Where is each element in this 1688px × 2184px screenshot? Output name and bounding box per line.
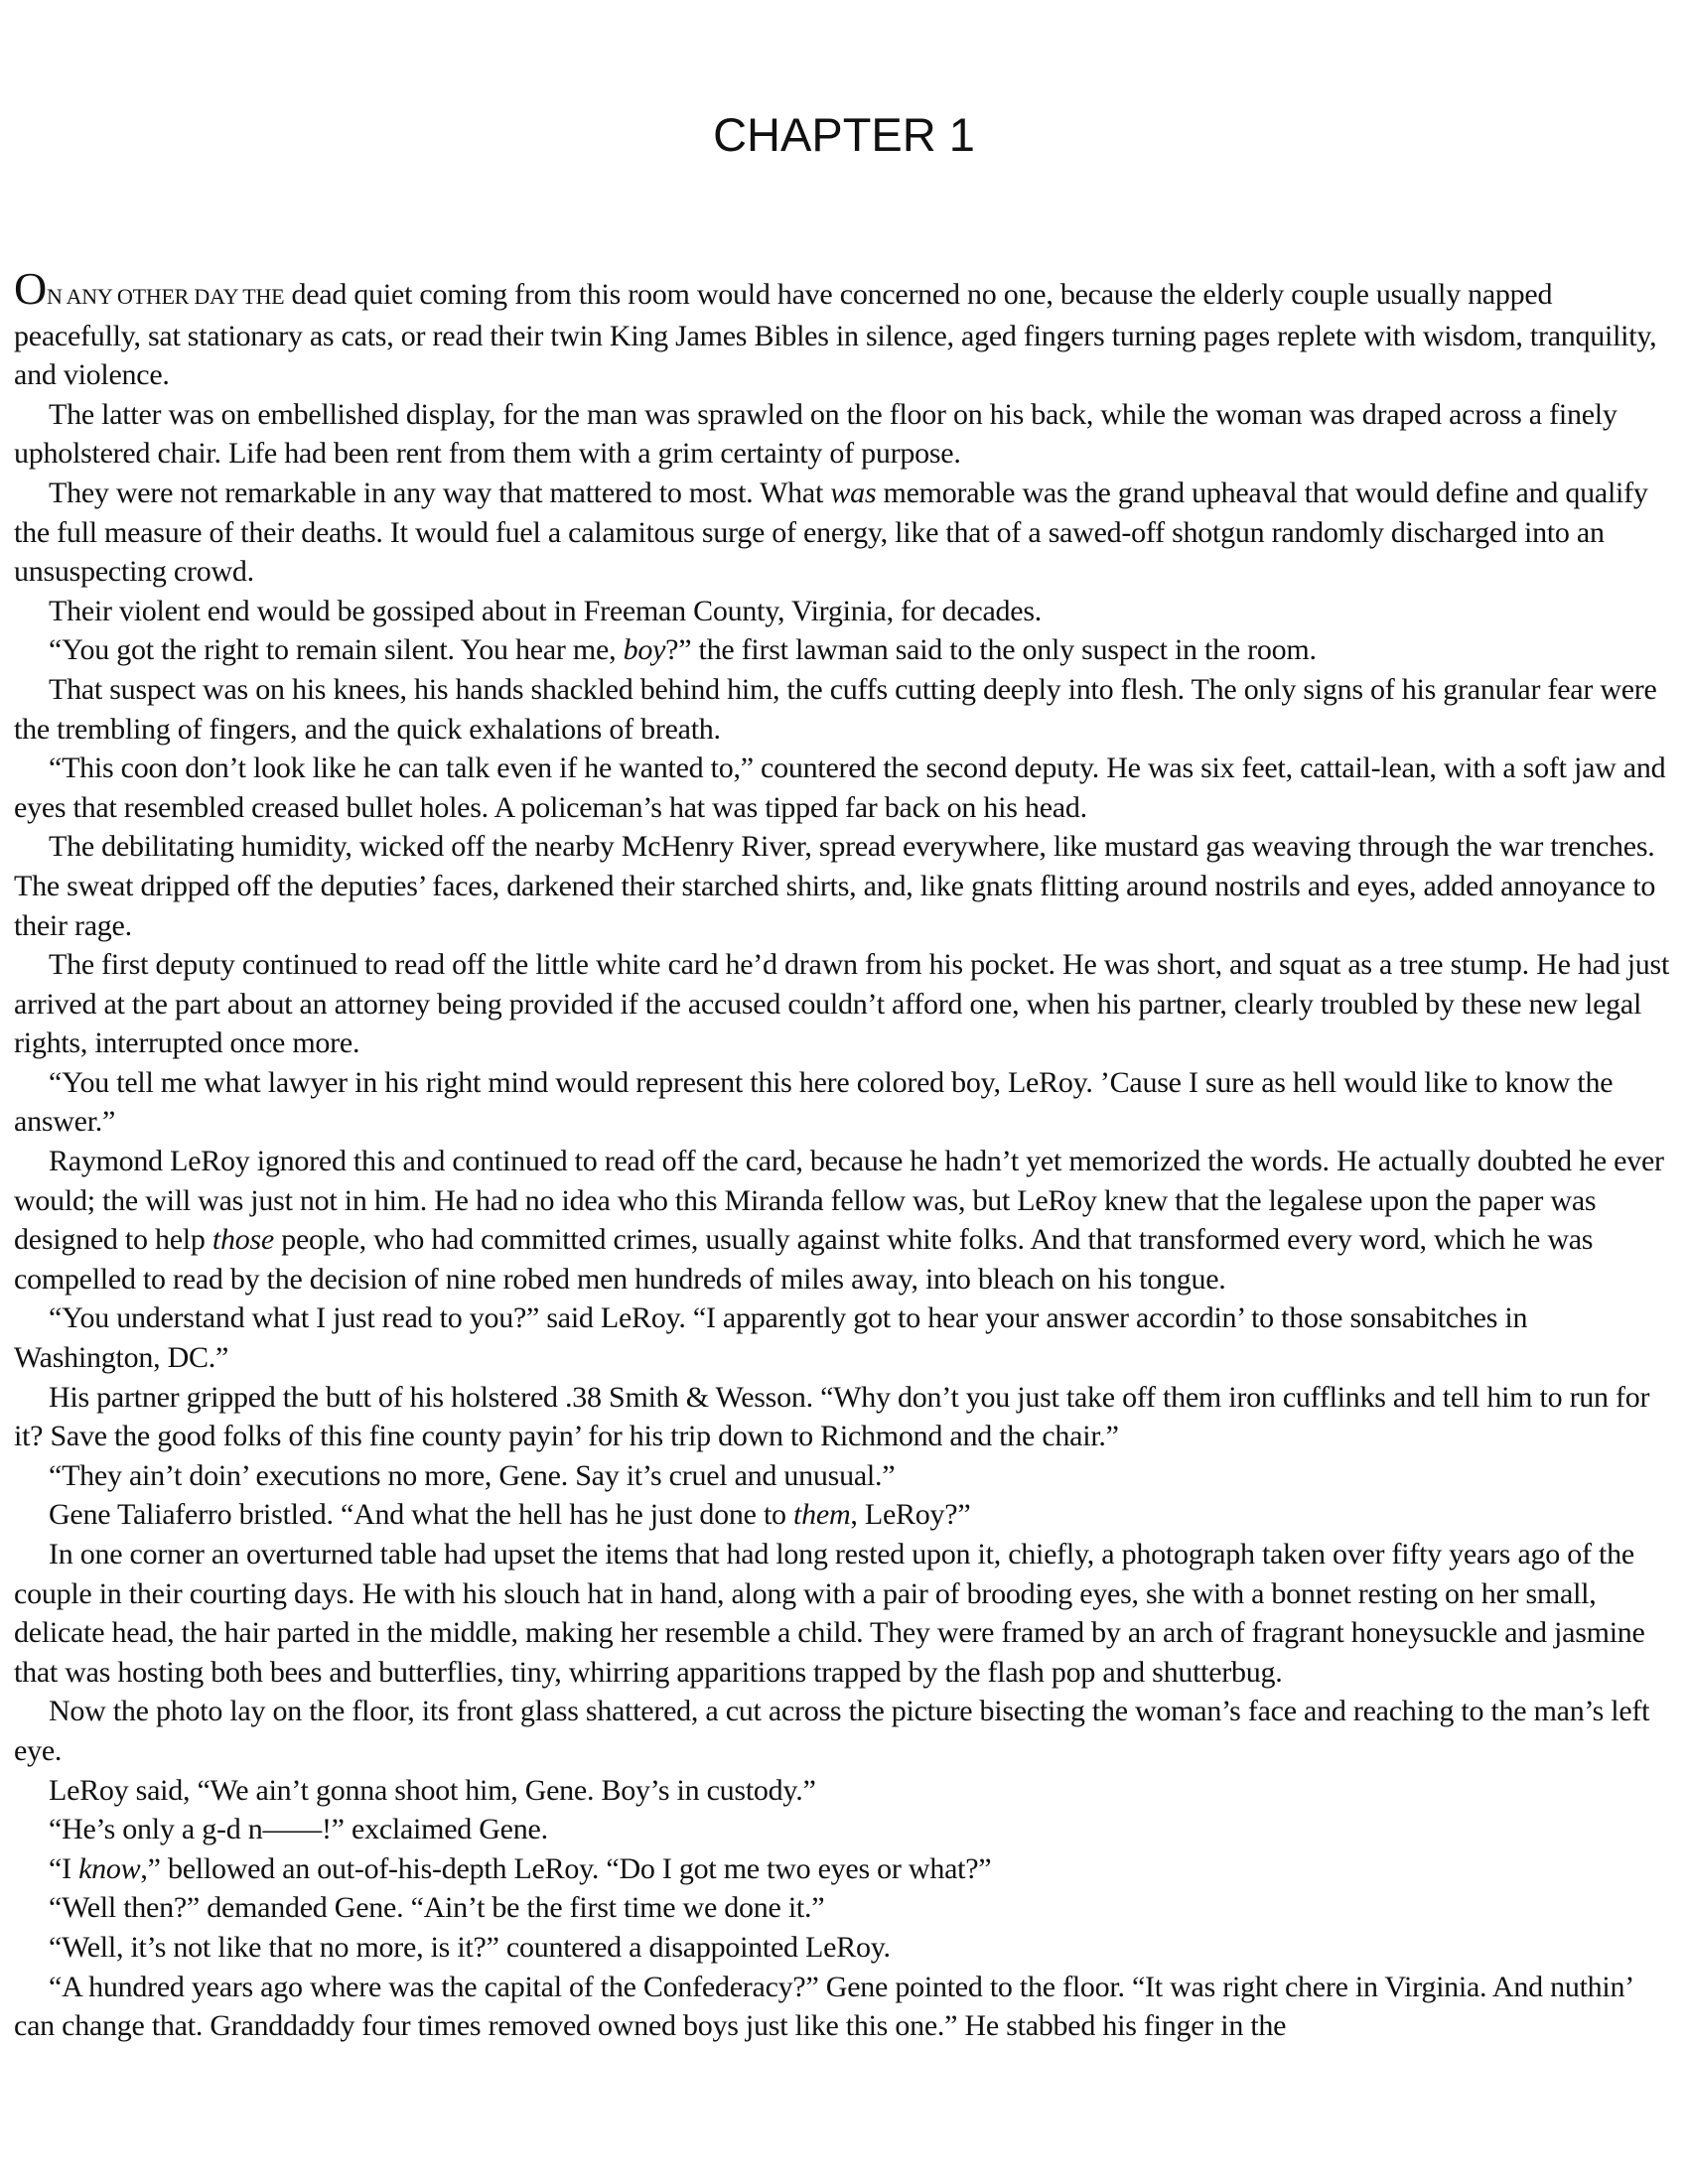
- italic-text: those: [211, 1223, 274, 1257]
- paragraph: [14, 1495, 1674, 1535]
- paragraph: [14, 1771, 1674, 1811]
- paragraph: [14, 592, 1674, 631]
- paragraph-text: “I: [49, 1851, 79, 1885]
- paragraph-text: That suspect was on his knees, his hands shackled behind him, the cuffs cutting deeply into flesh. The only signs of his granular fear were the trembling of fingers, and the quick exhalations of breath.: [14, 672, 1657, 746]
- paragraph: [14, 670, 1674, 749]
- paragraph-text: , LeRoy?”: [850, 1498, 971, 1532]
- paragraph-text: “He’s only a g-d n——!” exclaimed Gene.: [49, 1813, 548, 1846]
- paragraph: [14, 1810, 1674, 1849]
- paragraph-text: people, who had committed crimes, usually against white folks. And that transformed every word, which he was compelled to read by the decision of nine robed men hundreds of miles away, into bleach on his tongue.: [14, 1223, 1594, 1296]
- paragraph-text: “You tell me what lawyer in his right mind would represent this here colored boy, LeRoy. ’Cause I sure as hell would like to know the answer.”: [14, 1065, 1614, 1139]
- paragraph: [14, 1928, 1674, 1968]
- paragraph-text: Now the photo lay on the floor, its front glass shattered, a cut across the picture bisecting the woman’s face and reaching to the man’s left eye.: [14, 1695, 1650, 1767]
- opening-paragraph: [14, 263, 1674, 395]
- paragraph-text: “You got the right to remain silent. You hear me,: [49, 633, 624, 667]
- paragraph-text: “This coon don’t look like he can talk even if he wanted to,” countered the second deputy. He was six feet, cattail-lean, with a soft jaw and eyes that resembled creased bullet holes. A policeman’s hat was tipped far back on his head.: [14, 751, 1666, 824]
- paragraph-text: In one corner an overturned table had upset the items that had long rested upon it, chiefly, a photograph taken over fifty years ago of the couple in their courting days. He with his slouch hat in hand, along with a pair of brooding eyes, she with a bonnet resting on her small, delicate head, the hair parted in the middle, making her resemble a child. They were framed by an arch of fragrant honeysuckle and jasmine that was hosting both bees and butterflies, tiny, whirring apparitions trapped by the flash pop and shutterbug.: [14, 1538, 1645, 1689]
- paragraph-text: ,” bellowed an out-of-his-depth LeRoy. “Do I got me two eyes or what?”: [140, 1851, 992, 1885]
- paragraph-text: The latter was on embellished display, for the man was sprawled on the floor on his back, while the woman was draped across a finely upholstered chair. Life had been rent from them with a grim certainty of purpose.: [14, 397, 1618, 471]
- paragraph: [14, 1142, 1674, 1298]
- paragraph: [14, 1535, 1674, 1692]
- drop-cap: O: [14, 263, 47, 314]
- paragraph: [14, 1888, 1674, 1928]
- paragraph: [14, 749, 1674, 827]
- paragraph: [14, 474, 1674, 592]
- paragraph: [14, 1298, 1674, 1377]
- small-caps-lead: N ANY OTHER DAY THE: [46, 284, 285, 309]
- paragraph-text: “Well, it’s not like that no more, is it?” countered a disappointed LeRoy.: [49, 1930, 891, 1964]
- paragraph-text: “Well then?” demanded Gene. “Ain’t be the first time we done it.”: [49, 1891, 825, 1925]
- paragraph-text: “You understand what I just read to you?” said LeRoy. “I apparently got to hear your answer accordin’ to those sonsabitches in Washington, DC.”: [14, 1301, 1528, 1375]
- paragraph-text: ?” the first lawman said to the only suspect in the room.: [665, 633, 1317, 667]
- paragraph-text: They were not remarkable in any way that mattered to most. What: [49, 476, 831, 509]
- paragraph: [14, 1968, 1674, 2046]
- paragraph-text: memorable was the grand upheaval that would define and qualify the full measure of their deaths. It would fuel a calamitous surge of energy, like that of a sawed-off shotgun randomly discharged into an unsuspecting crowd.: [14, 476, 1648, 589]
- paragraph: [14, 1063, 1674, 1142]
- paragraph: [14, 945, 1674, 1063]
- paragraph-text: The debilitating humidity, wicked off the nearby McHenry River, spread everywhere, like mustard gas weaving through the war trenches. The sweat dripped off the deputies’ faces, darkened their starched shirts, and, like gnats flitting around nostrils and eyes, added annoyance to their rage.: [14, 830, 1656, 942]
- italic-text: boy: [623, 633, 666, 667]
- italic-text: was: [830, 476, 877, 509]
- chapter-title: CHAPTER 1: [713, 108, 975, 161]
- paragraph: [14, 827, 1674, 945]
- paragraph-text: Their violent end would be gossiped about in Freeman County, Virginia, for decades.: [49, 594, 1043, 627]
- paragraph-text: His partner gripped the butt of his holstered .38 Smith & Wesson. “Why don’t you just take off them iron cufflinks and tell him to run for it? Save the good folks of this fine county payin’ for his trip down to Richmond and the chair.”: [14, 1380, 1650, 1453]
- paragraph-text: Raymond LeRoy ignored this and continued to read off the card, because he hadn’t yet memorized the words. He actually doubted he ever would; the will was just not in him. He had no idea who this Miranda fellow was, but LeRoy knew that the legalese upon the paper was designed to help: [14, 1145, 1664, 1257]
- paragraph-text: LeRoy said, “We ain’t gonna shoot him, Gene. Boy’s in custody.”: [49, 1773, 816, 1807]
- chapter-body: [14, 263, 1674, 2046]
- opening-text: dead quiet coming from this room would have concerned no one, because the elderly couple usually napped peacefully, sat stationary as cats, or read their twin King James Bibles in silence, aged fingers turning pages replete with wisdom, tranquility, and violence.: [14, 278, 1657, 392]
- italic-text: know: [78, 1851, 141, 1885]
- paragraph: [14, 1849, 1674, 1889]
- paragraph: [14, 1378, 1674, 1456]
- paragraph-text: “A hundred years ago where was the capital of the Confederacy?” Gene pointed to the floor. “It was right chere in Virginia. And nuthin’ can change that. Granddaddy four times removed owned boys just like this one.” He stabbed his finger in the: [14, 1970, 1632, 2043]
- paragraph-text: The first deputy continued to read off the little white card he’d drawn from his pocket. He was short, and squat as a tree stump. He had just arrived at the part about an attorney being provided if the accused couldn’t afford one, when his partner, clearly troubled by these new legal rights, interrupted once more.: [14, 948, 1670, 1060]
- paragraph: [14, 1692, 1674, 1770]
- paragraph: [14, 1456, 1674, 1496]
- paragraph: [14, 630, 1674, 670]
- italic-text: them: [793, 1498, 851, 1532]
- paragraph-text: “They ain’t doin’ executions no more, Gene. Say it’s cruel and unusual.”: [49, 1458, 896, 1492]
- paragraph-text: Gene Taliaferro bristled. “And what the hell has he just done to: [49, 1498, 794, 1532]
- paragraph: [14, 395, 1674, 474]
